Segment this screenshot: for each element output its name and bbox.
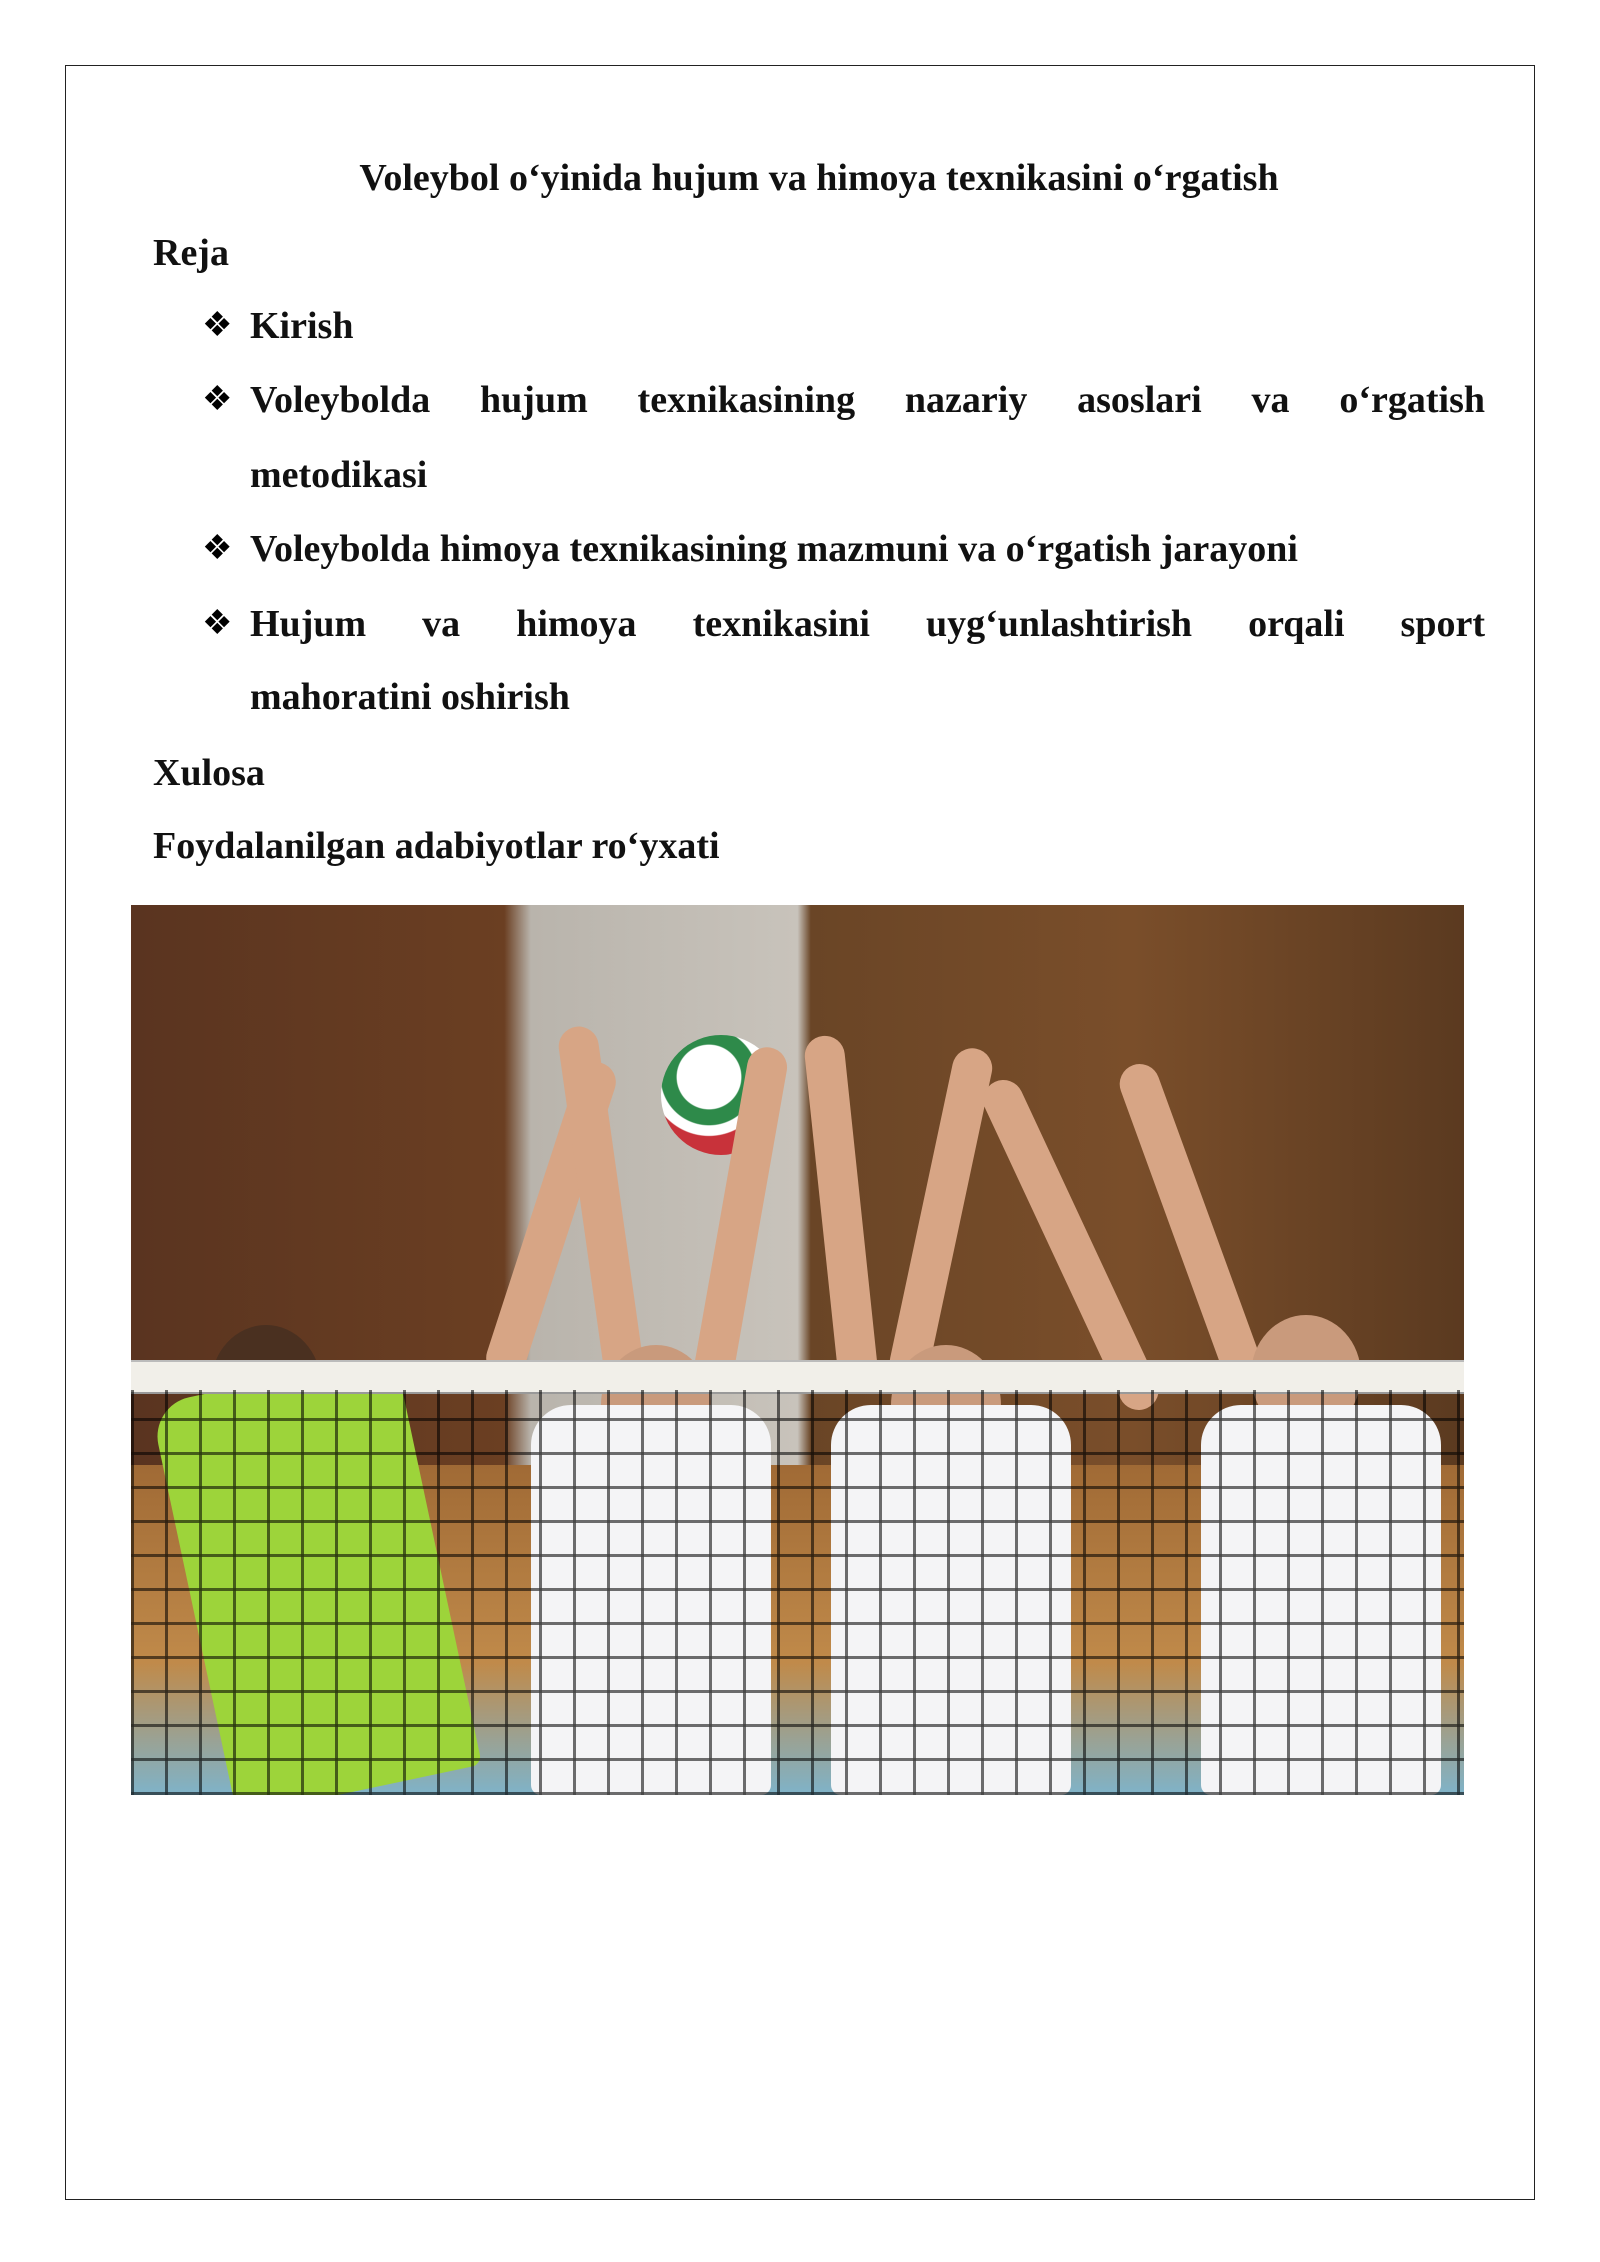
bullet-icon: ❖ <box>202 307 233 344</box>
plan-item-1: Kirish <box>250 305 354 347</box>
blocker-arm <box>803 1034 879 1386</box>
bullet-icon: ❖ <box>202 381 233 418</box>
bullet-icon: ❖ <box>202 530 233 567</box>
conclusion-heading: Xulosa <box>153 752 265 794</box>
bullet-icon: ❖ <box>202 605 233 642</box>
plan-item-2-cont: metodikasi <box>250 454 428 496</box>
references-heading: Foydalanilgan adabiyotlar ro‘yxati <box>153 825 720 867</box>
plan-item-4: Hujum va himoya texnikasini uyg‘unlashtirish orqali sport <box>250 603 1485 645</box>
document-title: Voleybol o‘yinida hujum va himoya texnikasini o‘rgatish <box>359 157 1279 199</box>
plan-heading: Reja <box>153 232 229 274</box>
plan-item-4-cont: mahoratini oshirish <box>250 676 570 718</box>
net-mesh <box>131 1390 1464 1795</box>
net-band <box>131 1360 1464 1394</box>
volleyball-photo <box>131 905 1464 1795</box>
plan-item-3: Voleybolda himoya texnikasining mazmuni va o‘rgatish jarayoni <box>250 528 1298 570</box>
blocker-arm <box>886 1045 996 1386</box>
plan-item-2: Voleybolda hujum texnikasining nazariy asoslari va o‘rgatish <box>250 379 1485 421</box>
